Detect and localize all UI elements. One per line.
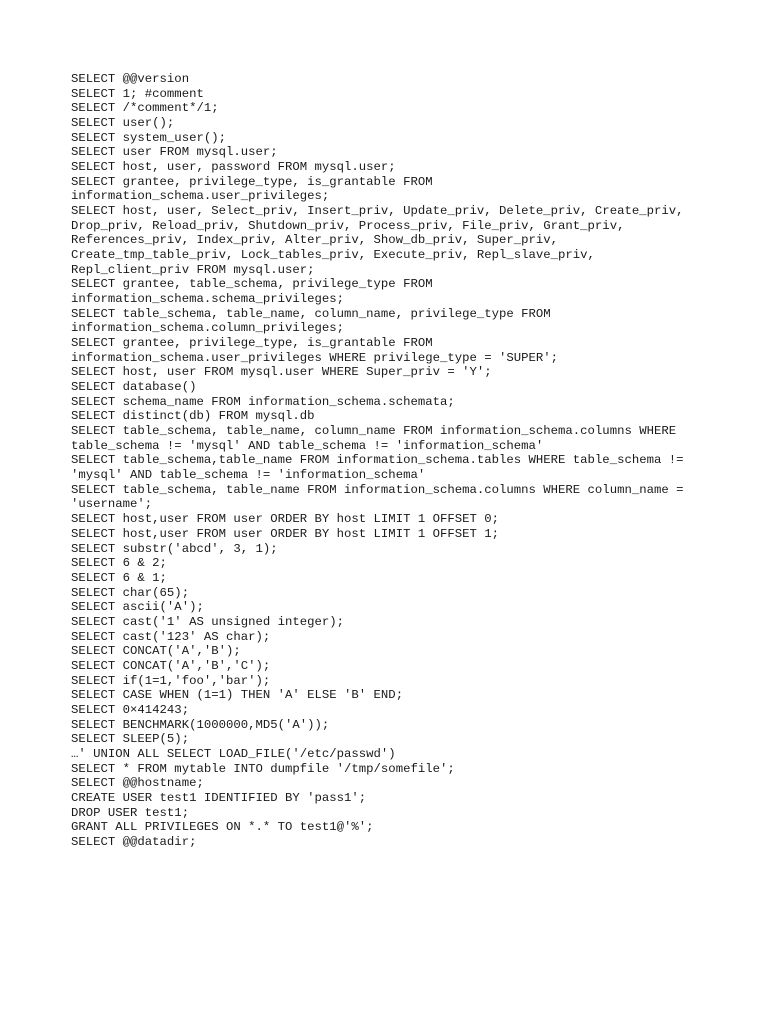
code-line: SELECT @@version xyxy=(71,72,190,86)
code-line: SELECT database() xyxy=(71,380,197,395)
code-line: SELECT table_schema,table_name FROM information_schema.tables WHERE table_schema != xyxy=(71,453,684,468)
code-line: SELECT host, user, password FROM mysql.user; xyxy=(71,160,396,175)
code-line: SELECT * FROM mytable INTO dumpfile '/tmp/somefile'; xyxy=(71,761,455,776)
code-line: SELECT distinct(db) FROM mysql.db xyxy=(71,409,315,424)
code-line: SELECT user FROM mysql.user; xyxy=(71,145,278,160)
code-line: Repl_client_priv FROM mysql.user; xyxy=(71,262,315,277)
code-line: …' UNION ALL SELECT LOAD_FILE('/etc/passwd') xyxy=(71,746,396,761)
code-line: GRANT ALL PRIVILEGES ON *.* TO test1@'%'; xyxy=(71,820,374,835)
code-line: table_schema != 'mysql' AND table_schema != 'information_schema' xyxy=(71,438,544,453)
code-line: information_schema.column_privileges; xyxy=(71,321,345,336)
code-line: SELECT cast('1' AS unsigned integer); xyxy=(71,614,345,629)
code-line: SELECT host, user FROM mysql.user WHERE Super_priv = 'Y'; xyxy=(71,365,492,380)
code-line: SELECT ascii('A'); xyxy=(71,600,204,615)
code-line: information_schema.user_privileges WHERE privilege_type = 'SUPER'; xyxy=(71,350,559,365)
code-line: SELECT if(1=1,'foo','bar'); xyxy=(71,673,271,688)
code-line: SELECT grantee, privilege_type, is_grantable FROM xyxy=(71,174,433,189)
code-line: 'mysql' AND table_schema != 'information_schema' xyxy=(71,468,426,483)
code-line: SELECT substr('abcd', 3, 1); xyxy=(71,541,278,556)
code-line: Drop_priv, Reload_priv, Shutdown_priv, Process_priv, File_priv, Grant_priv, xyxy=(71,218,625,233)
code-line: 'username'; xyxy=(71,497,153,512)
code-line: SELECT schema_name FROM information_schema.schemata; xyxy=(71,394,455,409)
code-line: SELECT grantee, privilege_type, is_grantable FROM xyxy=(71,336,433,351)
code-line: SELECT host, user, Select_priv, Insert_priv, Update_priv, Delete_priv, Create_priv, xyxy=(71,204,684,219)
code-line: SELECT host,user FROM user ORDER BY host LIMIT 1 OFFSET 0; xyxy=(71,512,500,527)
code-line: SELECT @@datadir; xyxy=(71,834,197,849)
code-line: SELECT SLEEP(5); xyxy=(71,732,190,747)
code-line: SELECT /*comment*/1; xyxy=(71,101,219,116)
code-line: CREATE USER test1 IDENTIFIED BY 'pass1'; xyxy=(71,790,367,805)
sql-cheatsheet-text xyxy=(71,72,711,850)
code-line: SELECT cast('123' AS char); xyxy=(71,629,271,644)
code-line: SELECT CONCAT('A','B'); xyxy=(71,644,241,659)
code-line: SELECT system_user(); xyxy=(71,130,226,145)
code-line: information_schema.schema_privileges; xyxy=(71,292,345,307)
code-line: SELECT grantee, table_schema, privilege_type FROM xyxy=(71,277,433,292)
code-line: SELECT table_schema, table_name, column_name, privilege_type FROM xyxy=(71,306,551,321)
code-line: SELECT char(65); xyxy=(71,585,190,600)
code-line: DROP USER test1; xyxy=(71,805,190,820)
code-line: SELECT host,user FROM user ORDER BY host LIMIT 1 OFFSET 1; xyxy=(71,526,500,541)
code-line: SELECT table_schema, table_name, column_name FROM information_schema.columns WHERE xyxy=(71,424,677,439)
code-line: SELECT user(); xyxy=(71,116,175,131)
code-line: SELECT 0×414243; xyxy=(71,702,190,717)
code-line: SELECT CASE WHEN (1=1) THEN 'A' ELSE 'B' END; xyxy=(71,688,404,703)
code-line: Create_tmp_table_priv, Lock_tables_priv, Execute_priv, Repl_slave_priv, xyxy=(71,248,595,263)
code-line: SELECT table_schema, table_name FROM information_schema.columns WHERE column_name = xyxy=(71,482,684,497)
code-line: SELECT BENCHMARK(1000000,MD5('A')); xyxy=(71,717,330,732)
code-line: SELECT CONCAT('A','B','C'); xyxy=(71,658,271,673)
code-line: information_schema.user_privileges; xyxy=(71,189,330,204)
code-line: SELECT 6 & 2; xyxy=(71,556,167,571)
code-line: SELECT @@hostname; xyxy=(71,776,204,791)
code-line: SELECT 6 & 1; xyxy=(71,570,167,585)
code-line: SELECT 1; #comment xyxy=(71,86,204,101)
code-line: References_priv, Index_priv, Alter_priv, Show_db_priv, Super_priv, xyxy=(71,233,559,248)
